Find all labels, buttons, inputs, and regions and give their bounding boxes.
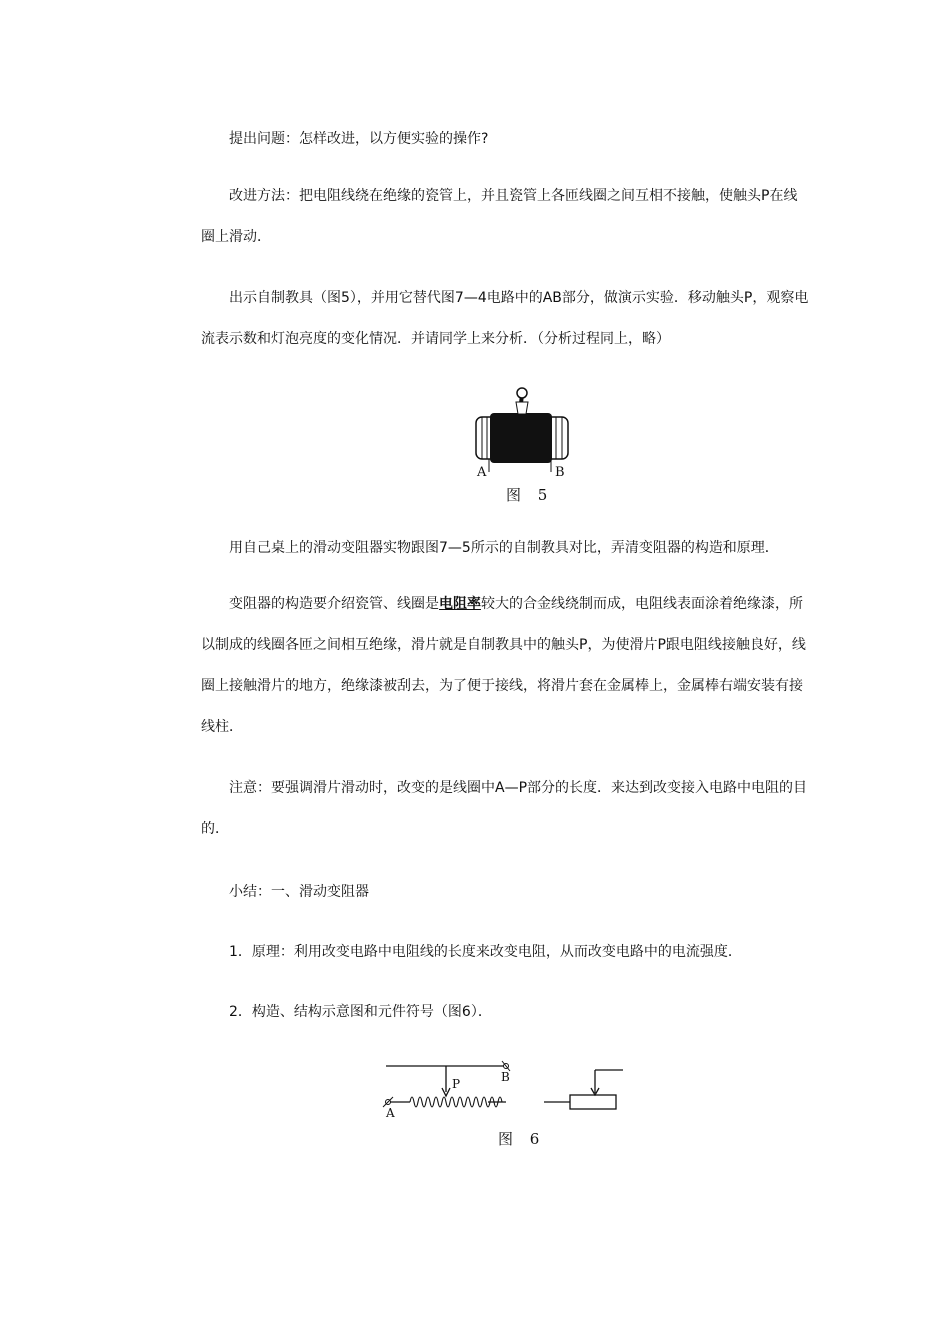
paragraph-demo-text: 出示自制教具（图5），并用它替代图7—4电路中的AB部分，做演示实验．移动触头P，观察电流表示数和灯泡亮度的变化情况．并请同学上来分析．（分析过程同上，略） (201, 290, 809, 347)
figure-6-label-a: A (386, 1106, 395, 1120)
paragraph-construction (201, 584, 809, 748)
paragraph-demo (201, 278, 809, 360)
paragraph-summary: 小结：一、滑动变阻器 (229, 884, 369, 900)
paragraph-compare: 用自己桌上的滑动变阻器实物跟图7—5所示的自制教具对比，弄清变阻器的构造和原理． (229, 540, 779, 556)
figure-6-caption: 图 6 (498, 1130, 546, 1148)
figure-6 (378, 1058, 628, 1153)
rheostat-schematic-and-symbol (378, 1058, 628, 1128)
figure-6-label-p: P (452, 1077, 461, 1091)
paragraph-improvement-text: 改进方法：把电阻线绕在绝缘的瓷管上，并且瓷管上各匝线圈之间互相不接触，使触头P在线圈上滑动． (201, 188, 798, 245)
homemade-rheostat-illustration (468, 384, 578, 479)
paragraph-structure: 2．构造、结构示意图和元件符号（图6）． (229, 1004, 492, 1020)
resistivity-term: 电阻率 (439, 596, 481, 612)
paragraph-question: 提出问题：怎样改进，以方便实验的操作? (229, 131, 489, 147)
figure-5-caption: 图 5 (506, 486, 554, 504)
paragraph-note-text: 注意：要强调滑片滑动时，改变的是线圈中A—P部分的长度．来达到改变接入电路中电阻的目的． (201, 780, 808, 837)
paragraph-note (201, 768, 809, 850)
paragraph-principle: 1．原理：利用改变电路中电阻线的长度来改变电阻，从而改变电路中的电流强度． (229, 944, 742, 960)
figure-6-label-b: B (501, 1070, 510, 1084)
figure-5-label-b: B (555, 465, 565, 479)
paragraph-improvement (201, 176, 809, 258)
paragraph-construction-text-1: 变阻器的构造要介绍瓷管、线圈是 (229, 596, 439, 612)
paragraph-construction-text-2: 较大的合金线绕制而成，电阻线表面涂着绝缘漆，所以制成的线圈各匝之间相互绝缘，滑片就是自制教具中的触头P，为使滑片P跟电阻线接触良好，线圈上接触滑片的地方，绝缘漆被刮去，为了便于接线，将滑片套在金属棒上，金属棒右端安装有接线柱． (201, 596, 806, 735)
figure-5 (468, 384, 578, 504)
figure-5-label-a: A (477, 465, 487, 479)
